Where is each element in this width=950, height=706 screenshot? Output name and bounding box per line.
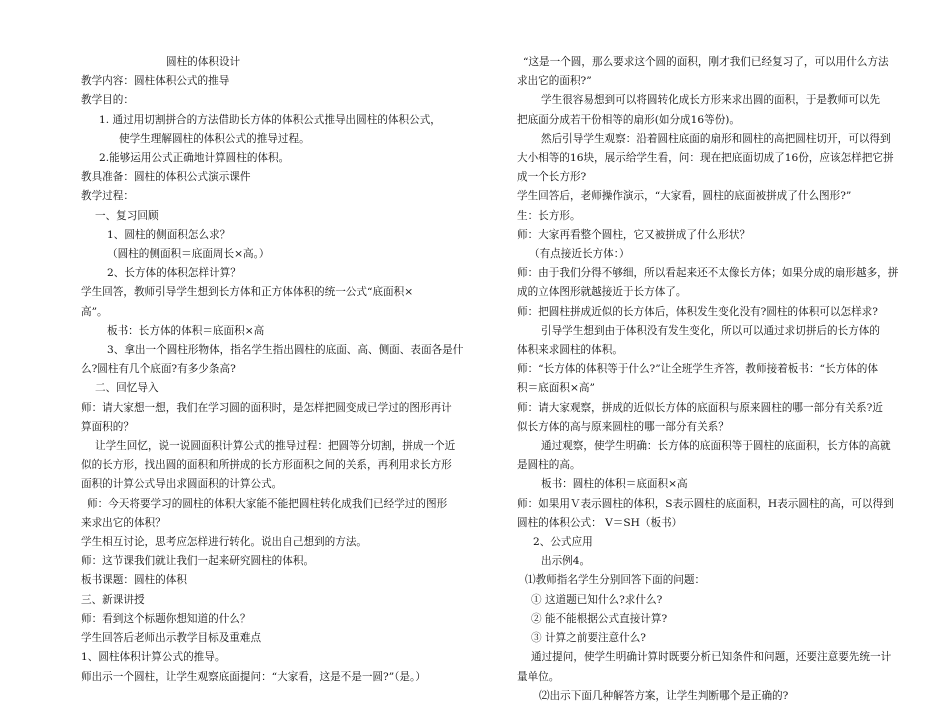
left-text-line: 1、圆柱的侧面积怎么求？ xyxy=(107,228,231,241)
right-text-line: 成一个长方形? xyxy=(517,171,587,184)
right-text-line: 似长方体的高与原来圆柱的哪一部分有关系？ xyxy=(517,420,729,433)
right-text-line: 引导学生想到由于体积没有发生变化，所以可以通过求切拼后的长方体的 xyxy=(541,324,880,337)
left-text-line: 教学内容：圆柱体积公式的推导 xyxy=(81,75,230,88)
left-text-line: 来求出它的体积？ xyxy=(81,516,166,529)
right-body xyxy=(517,53,897,706)
right-text-line: 通过观察，使学生明确：长方体的底面积等于圆柱的底面积，长方体的高就 xyxy=(541,440,891,453)
left-text-line: 教学目的： xyxy=(81,94,134,107)
left-text-line: 师：看到这个标题你想知道的什么？ xyxy=(81,612,251,625)
left-text-line: 使学生理解圆柱的体积公式的推导过程。 xyxy=(119,132,310,145)
right-text-line: （有点接近长方体：） xyxy=(529,248,630,261)
right-text-line: 把底面分成若干份相等的扇形(如分成16等份)。 xyxy=(517,113,741,126)
left-text-line: 1、圆柱体积计算公式的推导。 xyxy=(81,651,226,664)
left-text-line: 师：这节课我们就让我们一起来研究圆柱的体积。 xyxy=(81,555,315,568)
left-text-line: 一、复习回顾 xyxy=(95,209,159,222)
left-text-line: 学生回答后老师出示教学目标及重难点 xyxy=(81,632,262,645)
left-text-line: 高”。 xyxy=(81,305,108,318)
left-text-line: 二、回忆导入 xyxy=(95,382,159,395)
left-text-line: 2、长方体的体积怎样计算？ xyxy=(107,267,241,280)
left-text-line: 让学生回忆，说一说圆面积计算公式的推导过程：把圆等分切割，拼成一个近 xyxy=(95,440,456,453)
right-text-line: 生：长方形。 xyxy=(517,209,581,222)
right-text-line: ⑵出示下面几种解答方案，让学生判断哪个是正确的? xyxy=(539,689,789,702)
left-text-line: 算面积的？ xyxy=(81,420,134,433)
right-text-line: 2、公式应用 xyxy=(533,536,593,549)
left-text-line: 师出示一个圆柱，让学生观察底面提问：“大家看，这是不是一圆?”（是。） xyxy=(81,670,426,683)
right-text-line: 板书：圆柱的体积＝底面积×高 xyxy=(541,478,688,491)
left-text-line: 2.能够运用公式正确地计算圆柱的体积。 xyxy=(99,152,290,165)
right-text-line: 师：请大家观察，拼成的近似长方体的底面积与原来圆柱的哪一部分有关系?近 xyxy=(517,401,883,414)
right-text-line: ③ 计算之前要注意什么? xyxy=(531,632,646,645)
left-text-line: 1. 通过用切割拼合的方法借助长方体的体积公式推导出圆柱的体积公式， xyxy=(99,113,441,126)
left-text-line: 板书：长方体的体积＝底面积×高 xyxy=(107,324,265,337)
left-text-line: 板书课题：圆柱的体积 xyxy=(81,574,187,587)
left-text-line: 教学过程： xyxy=(81,190,134,203)
left-text-line: 学生回答，教师引导学生想到长方体和正方体体积的统一公式“底面积× xyxy=(81,286,414,299)
right-text-line: 体积来求圆柱的体积。 xyxy=(517,344,623,357)
right-text-line: 师：把圆柱拼成近似的长方体后，体积发生变化没有?圆柱的体积可以怎样求? xyxy=(517,305,878,318)
right-column xyxy=(517,0,897,706)
right-text-line: 求出它的面积?” xyxy=(517,75,592,88)
left-text-line: 似的长方形，找出圆的面积和所拼成的长方形面积之间的关系，再利用求长方形 xyxy=(81,459,452,472)
left-text-line: 学生相互讨论，思考应怎样进行转化。说出自己想到的方法。 xyxy=(81,536,368,549)
right-text-line: 通过提问，使学生明确计算时既要分析已知条件和问题，还要注意要先统一计 xyxy=(531,651,892,664)
right-text-line: 出示例4。 xyxy=(541,555,591,568)
left-text-line: （圆柱的侧面积＝底面周长×高。） xyxy=(107,248,270,261)
left-text-line: 师：今天将要学习的圆柱的体积大家能不能把圆柱转化成我们已经学过的图形 xyxy=(87,497,448,510)
left-text-line: 3、拿出一个圆柱形物体，指名学生指出圆柱的底面、高、侧面、表面各是什 xyxy=(107,344,464,357)
right-text-line: 学生回答后，老师操作演示，“大家看，圆柱的底面被拼成了什么图形?” xyxy=(517,190,852,203)
left-text-line: 面积的计算公式导出求圆面积的计算公式。 xyxy=(81,478,283,491)
right-text-line: 量单位。 xyxy=(517,670,560,683)
document-title: 圆柱的体积设计 xyxy=(166,56,241,68)
right-text-line: “这是一个圆，那么要求这个圆的面积，刚才我们已经复习了，可以用什么方法 xyxy=(523,56,889,68)
right-text-line: 成的立体图形就越接近于长方体了。 xyxy=(517,286,687,299)
left-text-line: 师：请大家想一想，我们在学习圆的面积时，是怎样把圆变成已学过的图形再计 xyxy=(81,401,452,414)
right-text-line: 大小相等的16块，展示给学生看，问：现在把底面切成了16份，应该怎样把它拼 xyxy=(517,152,894,165)
right-text-line: 然后引导学生观察：沿着圆柱底面的扇形和圆柱的高把圆柱切开，可以得到 xyxy=(541,132,891,145)
left-text-line: 么?圆柱有几个底面?有多少条高? xyxy=(81,363,236,376)
right-text-line: ⑴教师指名学生分别回答下面的问题： xyxy=(525,574,706,587)
right-text-line: 学生很容易想到可以将圆转化成长方形来求出圆的面积，于是教师可以先 xyxy=(541,94,880,107)
right-text-line: 圆柱的体积公式： V＝SH（板书） xyxy=(517,516,683,529)
right-text-line: ① 这道题已知什么?求什么? xyxy=(531,593,663,606)
right-text-line: 师：“长方体的体积等于什么?”让全班学生齐答，教师接着板书：“长方体的体 xyxy=(517,363,878,376)
right-text-line: 师：大家再看整个圆柱，它又被拼成了什么形状？ xyxy=(517,228,751,241)
left-column xyxy=(81,0,466,687)
right-text-line: 师：如果用Ｖ表示圆柱的体积，S表示圆柱的底面积，H表示圆柱的高，可以得到 xyxy=(517,497,894,510)
right-text-line: 积＝底面积×高” xyxy=(517,382,595,395)
left-text-line: 三、新课讲授 xyxy=(81,593,145,606)
right-text-line: ② 能不能根据公式直接计算? xyxy=(531,612,668,625)
right-text-line: 是圆柱的高。 xyxy=(517,459,581,472)
left-body xyxy=(81,72,466,687)
right-text-line: 师：由于我们分得不够细，所以看起来还不太像长方体；如果分成的扇形越多，拼 xyxy=(517,267,899,280)
left-text-line: 教具准备：圆柱的体积公式演示课件 xyxy=(81,171,251,184)
